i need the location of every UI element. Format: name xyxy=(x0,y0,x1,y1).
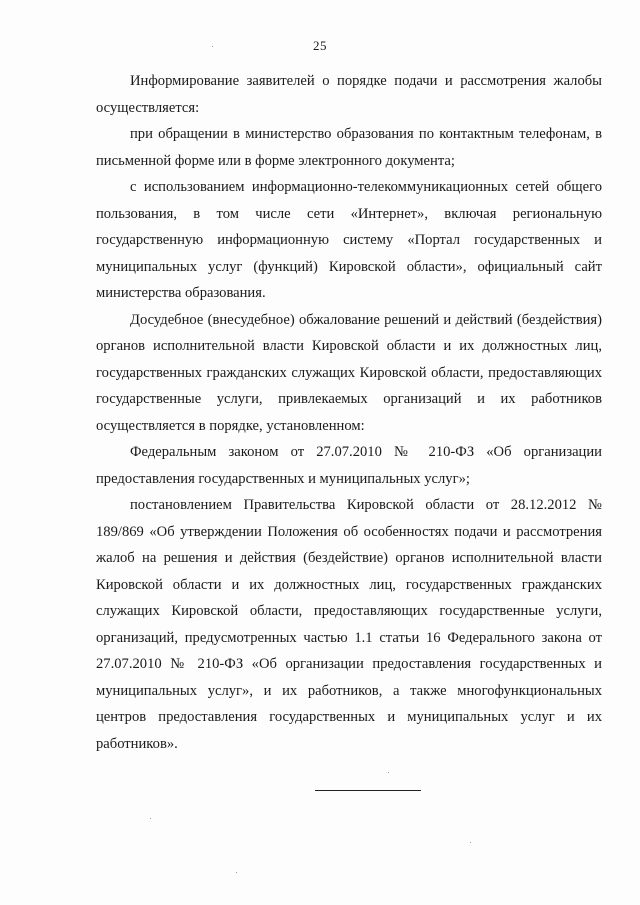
document-body xyxy=(96,68,602,757)
paragraph-pretrial-appeal: Досудебное (внесудебное) обжалование решений и действий (бездействия) органов исполнительной власти Кировской области и их должностных лиц, государственных гражданских служащих Кировской области, предоставляющих государственные услуги, привлекаемых организаций и их работников осуществляется в порядке, установленном: xyxy=(96,311,602,434)
paragraph-contact-channels: при обращении в министерство образования по контактным телефонам, в письменной форме или в форме электронного документа; xyxy=(96,126,602,169)
paragraph-regional-resolution: постановлением Правительства Кировской области от 28.12.2012 № 189/869 «Об утверждении Положения об особенностях подачи и рассмотрения жалоб на решения и действия (бездействие) органов исполнительной власти Кировской области и их должностных лиц, государственных гражданских служащих Кировской области, предоставляющих государственные услуги, организаций, предусмотренных частью 1.1 статьи 16 Федерального закона от 27.07.2010 № 210-ФЗ «Об организации предоставления государственных и муниципальных услуг», и их работников, а также многофункциональных центров предоставления государственных и муниципальных услуг и их работников». xyxy=(96,497,602,752)
page-number: 25 xyxy=(313,38,327,53)
paragraph-internet-portal: с использованием информационно-телекоммуникационных сетей общего пользования, в том числе сети «Интернет», включая региональную государственную информационную систему «Портал государственных и муниципальных услуг (функций) Кировской области», официальный сайт министерства образования. xyxy=(96,179,602,301)
paragraph-federal-law: Федеральным законом от 27.07.2010 № 210-ФЗ «Об организации предоставления государственных и муниципальных услуг»; xyxy=(96,444,602,487)
scan-speck xyxy=(212,46,213,47)
paragraph-informing: Информирование заявителей о порядке подачи и рассмотрения жалобы осуществляется: xyxy=(96,73,602,116)
scan-speck xyxy=(150,818,151,819)
end-of-document-rule xyxy=(315,790,421,791)
scan-speck xyxy=(388,772,389,773)
scan-speck xyxy=(470,842,471,843)
scan-speck xyxy=(236,872,237,873)
